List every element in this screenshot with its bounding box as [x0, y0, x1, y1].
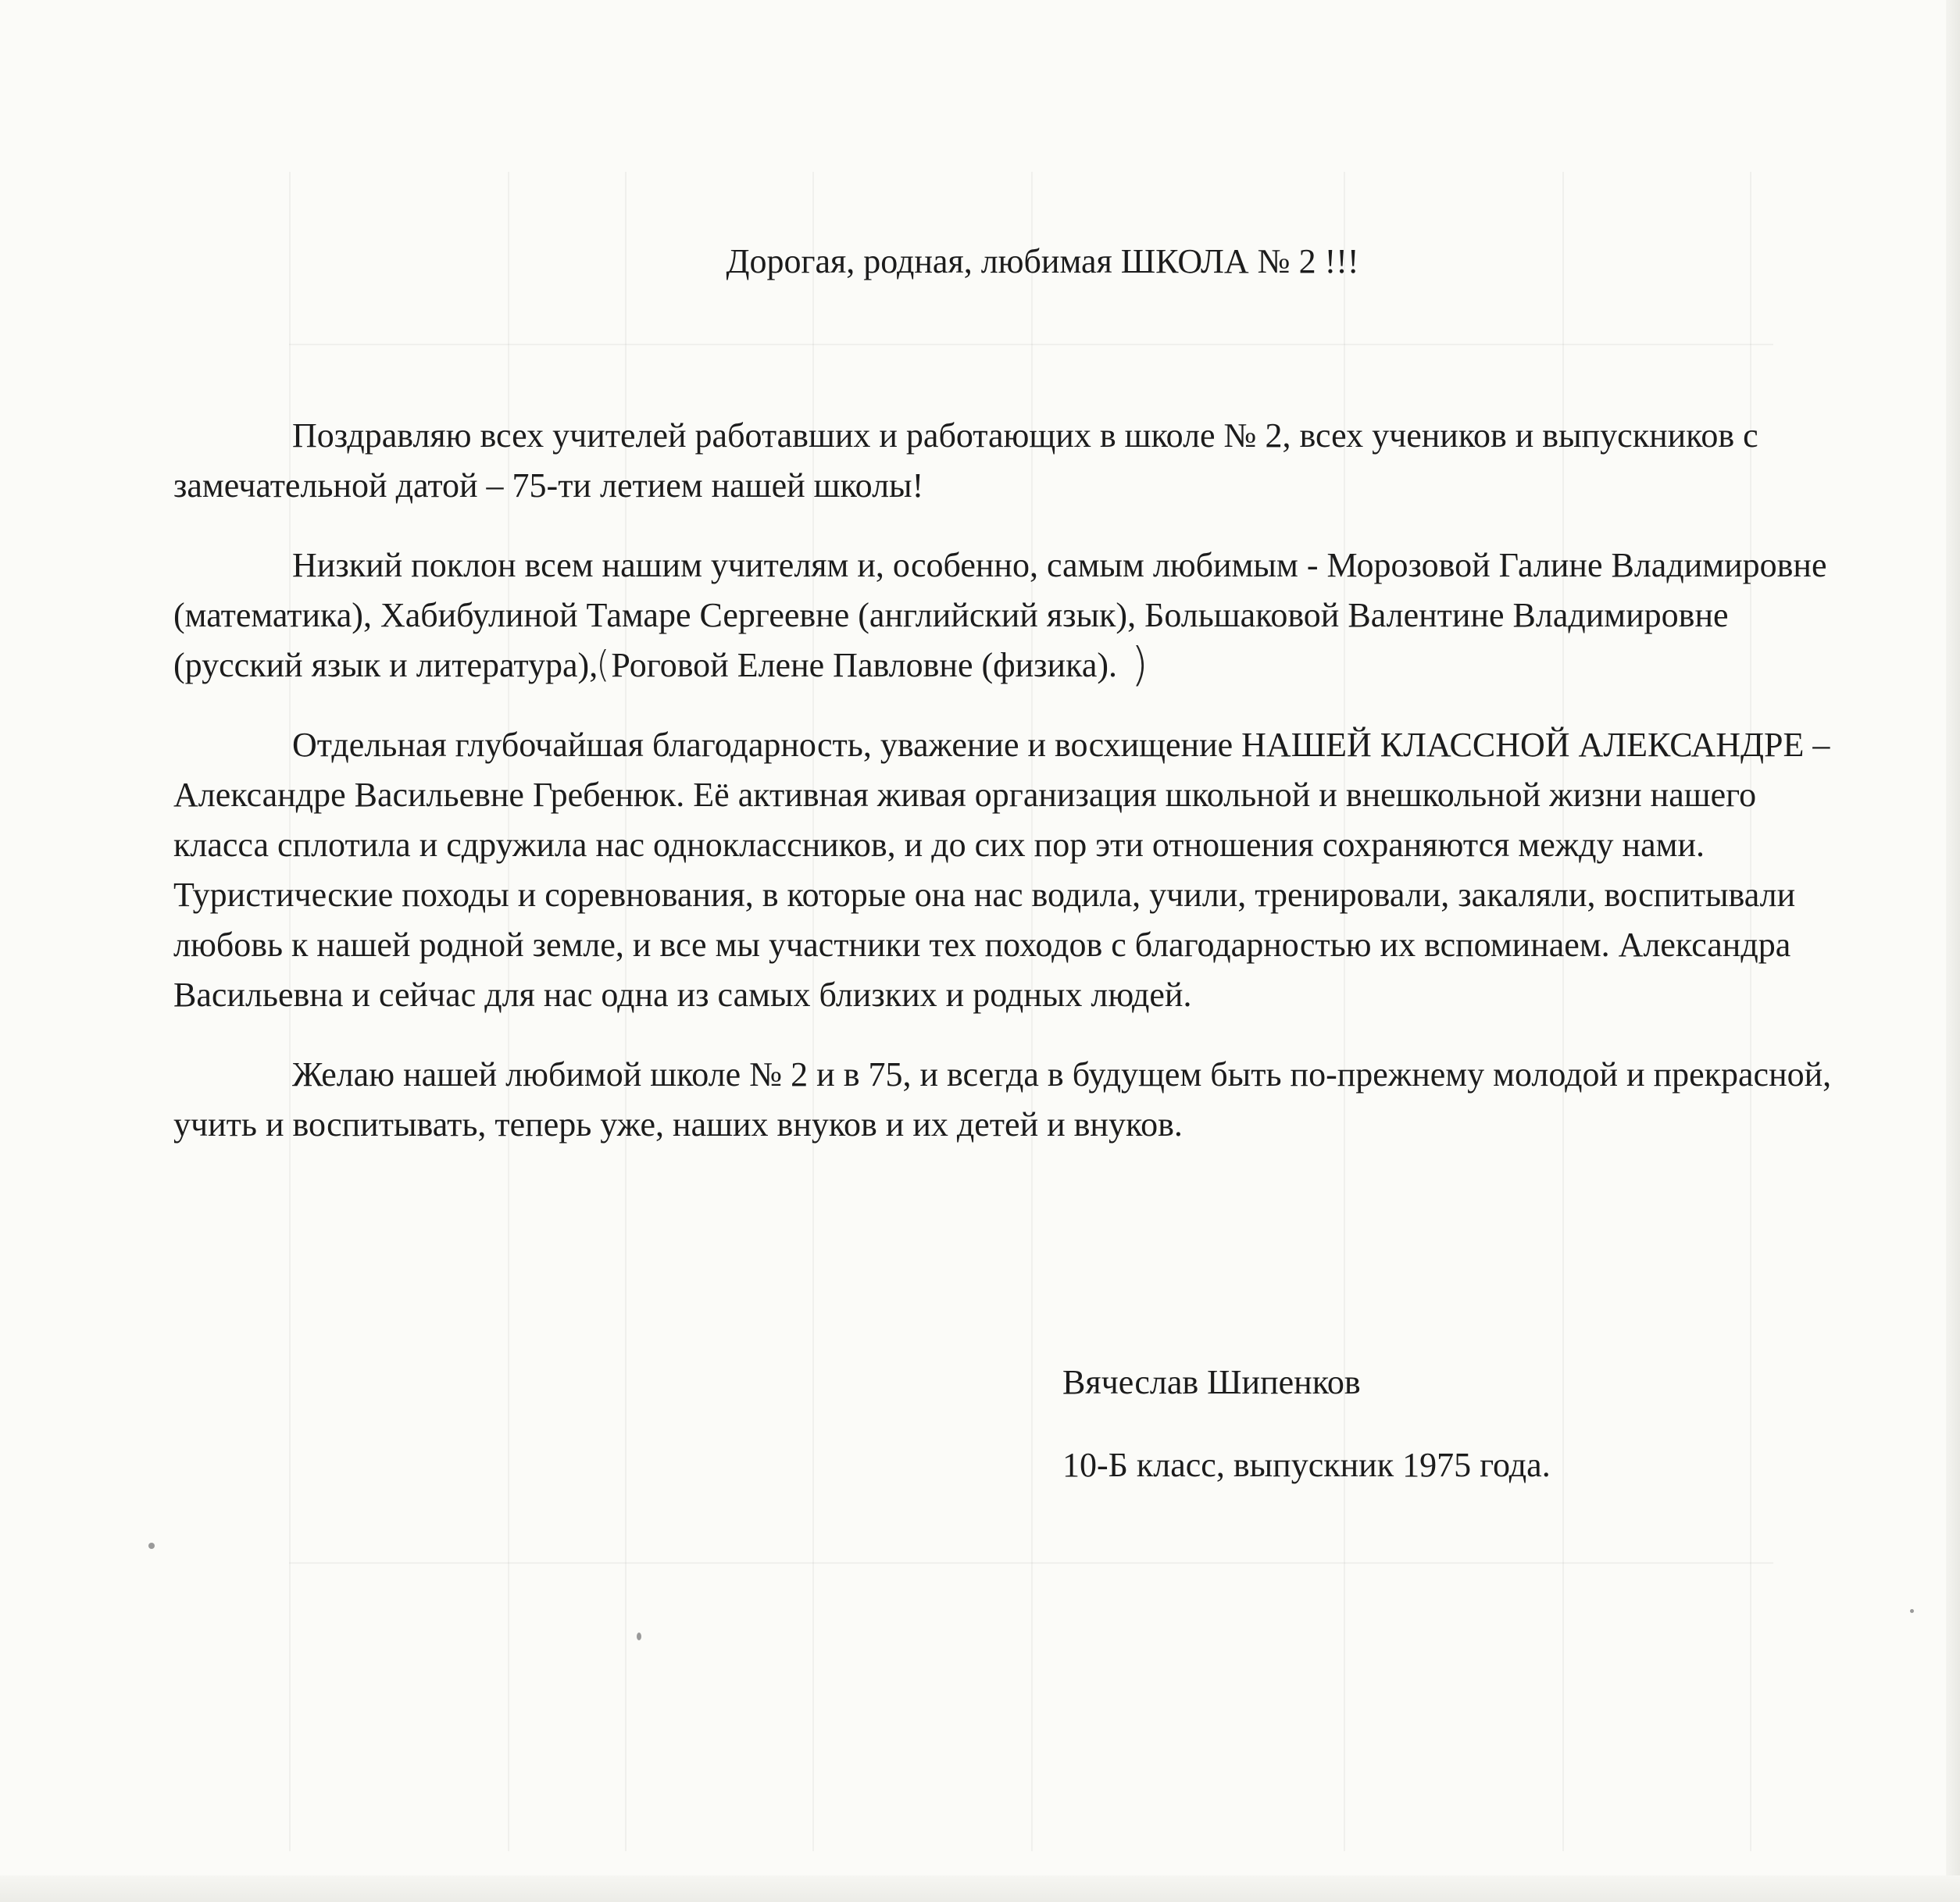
paragraph-teachers	[173, 541, 1837, 691]
text-line: Поздравляю всех учителей работавших и работающих в школе № 2, всех учеников и	[292, 416, 1534, 455]
paragraph-class-teacher	[173, 720, 1837, 1020]
text-line: одна из самых близких и родных людей.	[601, 976, 1192, 1014]
paragraph-wishes	[173, 1050, 1837, 1150]
text-line: АЛЕКСАНДРЕ – Александре Васильевне Гребенюк. Её активная живая организация школьной и	[173, 726, 1830, 814]
text-segment-bracketed: Роговой Елене Павловне (физика).	[611, 646, 1117, 684]
text-line: и прекрасной, учить и воспитывать, теперь уже, наших внуков и их детей и внуков.	[173, 1055, 1832, 1144]
text-line: участники тех походов с благодарностью их вспоминаем. Александра Васильевна и сейчас для нас	[173, 926, 1791, 1014]
scan-speck	[637, 1633, 641, 1640]
text-segment: Валентине Владимировне (русский язык и литература),	[173, 596, 1729, 684]
paragraph-greeting	[173, 411, 1837, 511]
letter-heading: Дорогая, родная, любимая ШКОЛА № 2 !!!	[726, 242, 1359, 280]
author-name: Вячеслав Шипенков	[1062, 1363, 1361, 1401]
text-line: водила, учили, тренировали, закаляли, воспитывали любовь к нашей родной земле, и все мы	[173, 876, 1796, 964]
author-class-info: 10-Б класс, выпускник 1975 года.	[1062, 1446, 1551, 1484]
page-bottom-edge	[0, 1875, 1960, 1902]
text-line: выпускников с замечательной датой – 75-ти летием нашей школы!	[173, 416, 1758, 505]
text-line: отношения сохраняются между нами. Туристические походы и соревнования, в которые она нас	[173, 826, 1705, 914]
handwritten-close-bracket: )	[1131, 638, 1148, 692]
text-line: Желаю нашей любимой школе № 2 и в 75, и всегда в будущем быть по-прежнему молодой	[292, 1055, 1619, 1094]
scan-speck	[148, 1543, 155, 1549]
bleed-through-line	[289, 1562, 1773, 1564]
text-line: внешкольной жизни нашего класса сплотила и сдружила нас одноклассников, и до сих пор эти	[173, 776, 1757, 864]
text-line: Владимировне (математика), Хабибулиной Тамаре Сергеевне (английский язык), Большаковой	[173, 546, 1827, 634]
text-line: Низкий поклон всем нашим учителям и, особенно, самым любимым - Морозовой Галине	[292, 546, 1603, 584]
letter-body	[173, 411, 1837, 1179]
signature-block	[1062, 1359, 1551, 1489]
page-right-edge	[1946, 0, 1960, 1902]
scan-speck	[1910, 1609, 1914, 1613]
handwritten-open-bracket: (	[596, 644, 610, 687]
bleed-through-line	[289, 344, 1773, 345]
text-line: Отдельная глубочайшая благодарность, уважение и восхищение НАШЕЙ КЛАССНОЙ	[292, 726, 1570, 764]
